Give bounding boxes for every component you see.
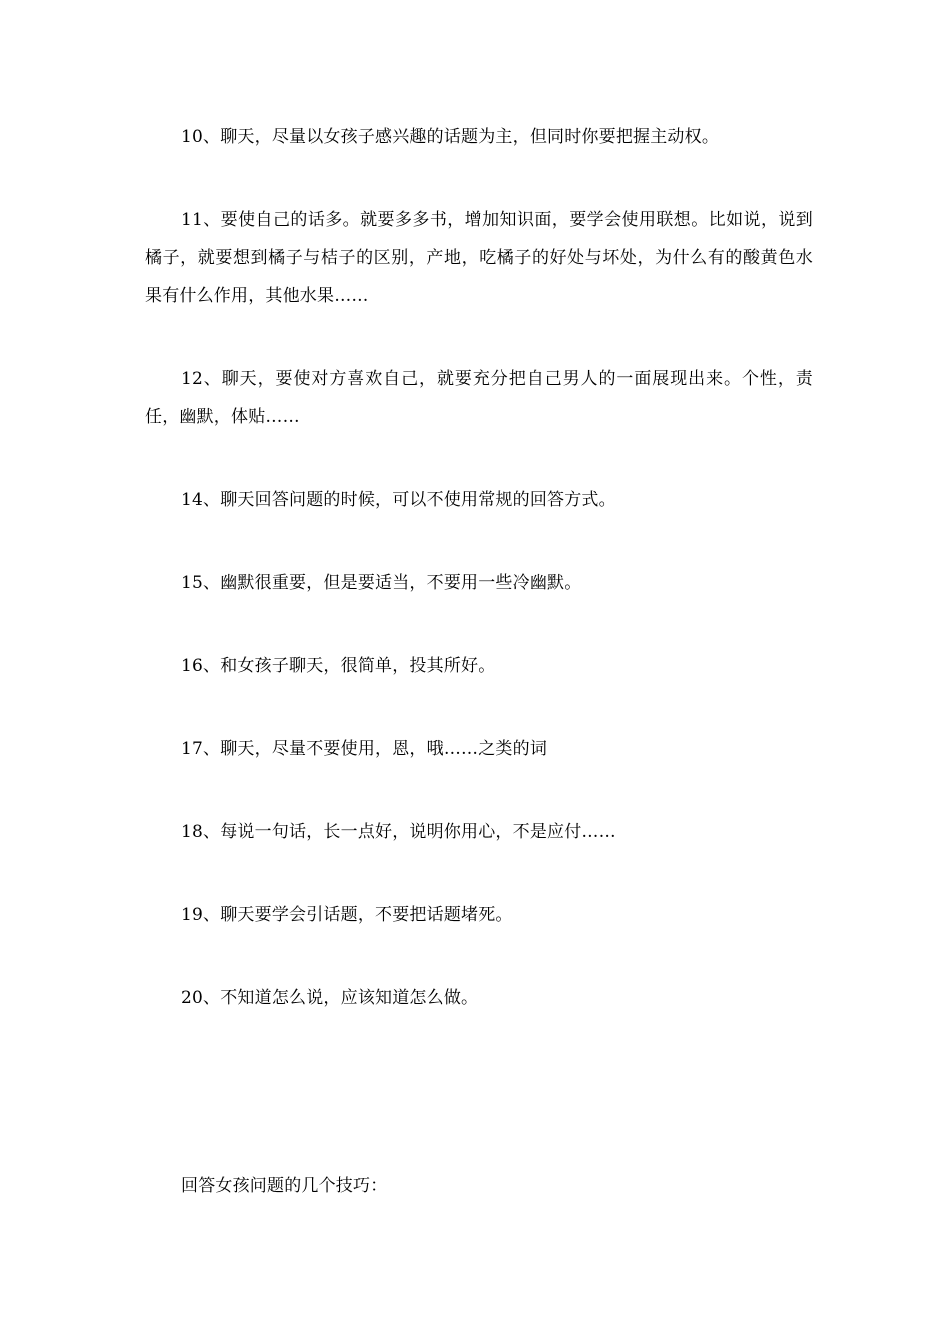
paragraph-10: 10、聊天，尽量以女孩子感兴趣的话题为主，但同时你要把握主动权。 [181,127,720,147]
paragraph-18: 18、每说一句话，长一点好，说明你用心，不是应付…… [181,822,616,842]
paragraph-11: 11、要使自己的话多。就要多多书，增加知识面，要学会使用联想。比如说，说到橘子，就要想到橘子与桔子的区别，产地，吃橘子的好处与坏处，为什么有的酸黄色水果有什么作用，其他水果…… [145,210,813,306]
document-body [145,118,813,1205]
paragraph-19: 19、聊天要学会引话题，不要把话题堵死。 [181,905,513,925]
paragraph-20: 20、不知道怎么说，应该知道怎么做。 [181,988,479,1008]
section-heading: 回答女孩问题的几个技巧： [181,1176,388,1196]
paragraph-17: 17、聊天，尽量不要使用，恩，哦……之类的词 [181,739,548,759]
paragraph-16: 16、和女孩子聊天，很简单，投其所好。 [181,656,496,676]
paragraph-12: 12、聊天，要使对方喜欢自己，就要充分把自己男人的一面展现出来。个性，责任，幽默，体贴…… [145,369,813,427]
paragraph-15: 15、幽默很重要，但是要适当，不要用一些冷幽默。 [181,573,582,593]
paragraph-14: 14、聊天回答问题的时候，可以不使用常规的回答方式。 [181,490,616,510]
